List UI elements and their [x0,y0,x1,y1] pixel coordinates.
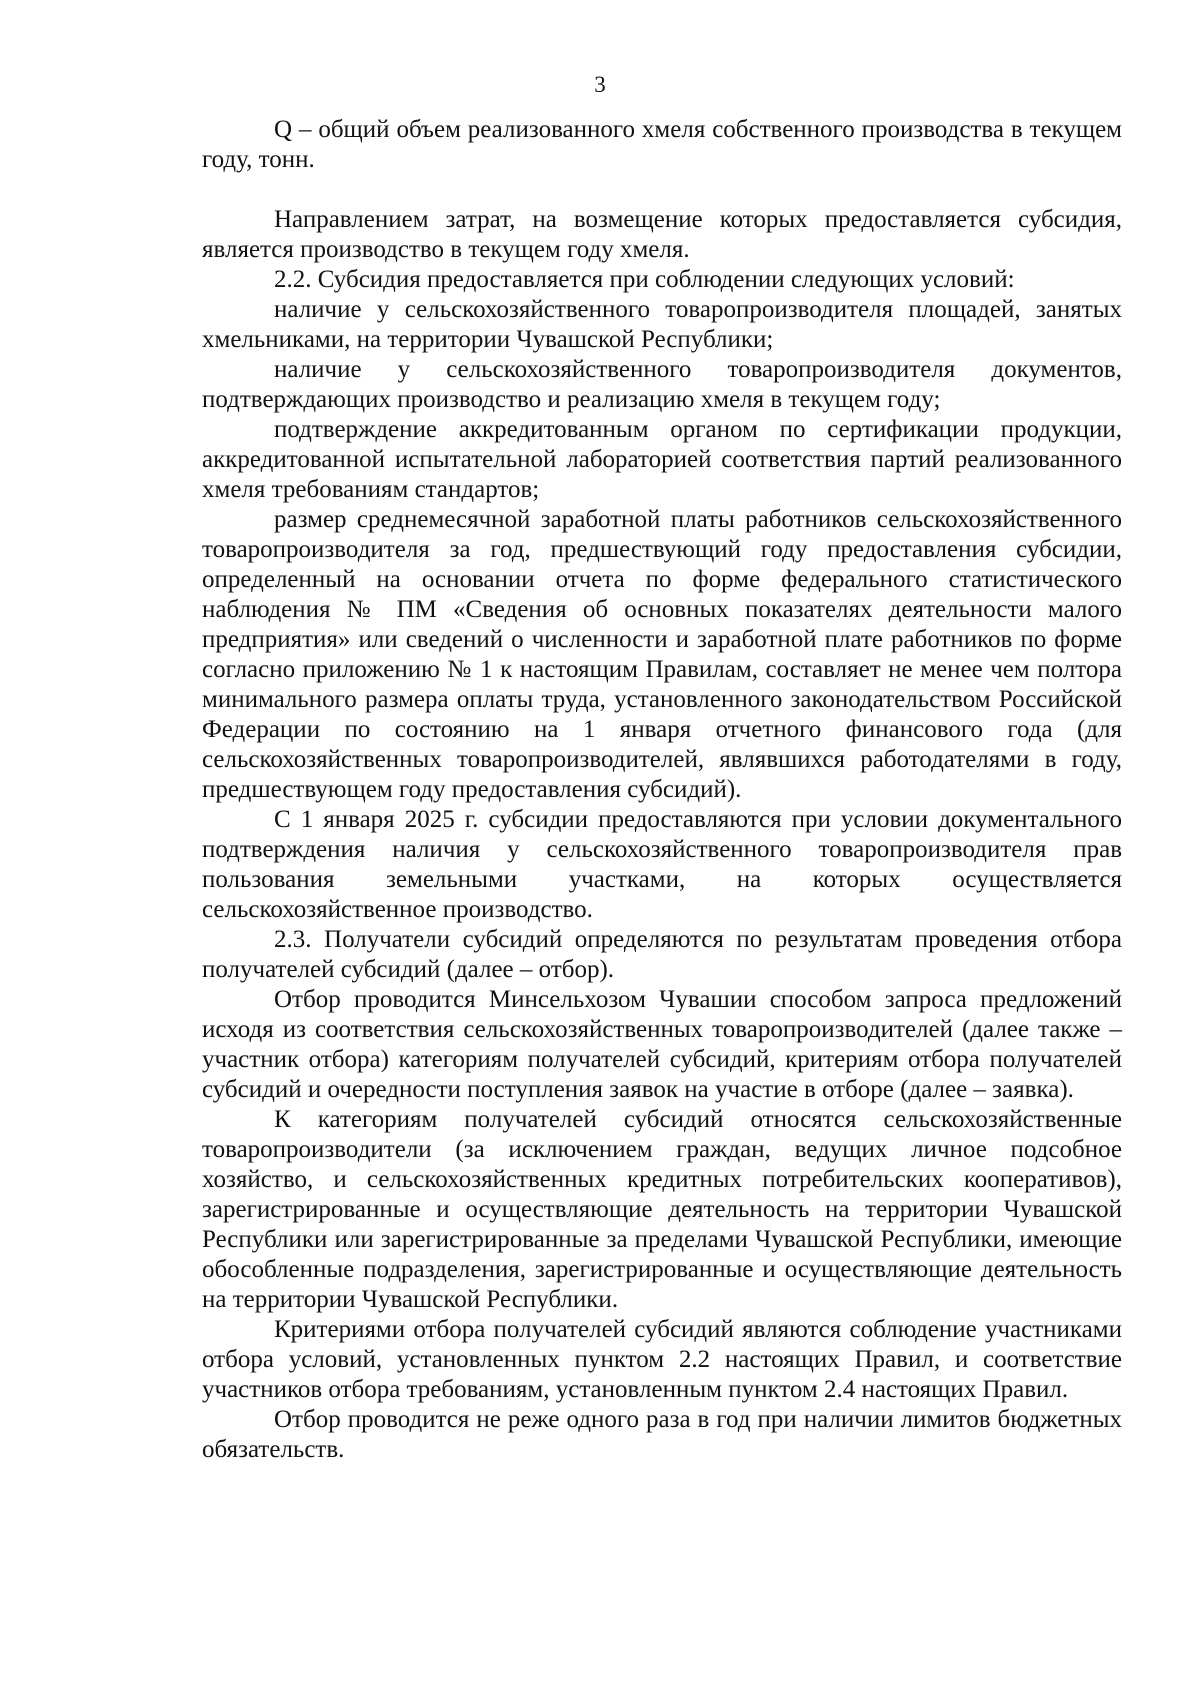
paragraph-section-2-3: 2.3. Получатели субсидий определяются по результатам проведения отбора получателей субсидий (далее – отбор). [202,926,1122,983]
paragraph-selection-criteria: Критериями отбора получателей субсидий являются соблюдение участниками отбора условий, установленных пунктом 2.2 настоящих Правил, и соответствие участников отбора требованиям, установленным пунктом 2.4 настоящих Правил. [202,1316,1122,1403]
page-number: 3 [594,72,606,97]
paragraph-land-rights: С 1 января 2025 г. субсидии предоставляются при условии документального подтверждения наличия у сельскохозяйственного товаропроизводителя прав пользования земельными участками, на которых осуществляется сельскохозяйственное производство. [202,806,1122,923]
paragraph-selection-frequency: Отбор проводится не реже одного раза в год при наличии лимитов бюджетных обязательств. [202,1406,1122,1463]
paragraph-condition-areas: наличие у сельскохозяйственного товаропроизводителя площадей, занятых хмельниками, на территории Чувашской Республики; [202,296,1122,353]
paragraph-q-definition: Q – общий объем реализованного хмеля собственного производства в текущем году, тонн. [202,116,1122,173]
paragraph-condition-documents: наличие у сельскохозяйственного товаропроизводителя документов, подтверждающих производство и реализацию хмеля в текущем году; [202,356,1122,413]
paragraph-selection-method: Отбор проводится Минсельхозом Чувашии способом запроса предложений исходя из соответствия сельскохозяйственных товаропроизводителей (далее также – участник отбора) категориям получателей субсидий, критериям отбора получателей субсидий и очередности поступления заявок на участие в отборе (далее – заявка). [202,986,1122,1103]
paragraph-cost-direction: Направлением затрат, на возмещение которых предоставляется субсидия, является производство в текущем году хмеля. [202,206,1122,263]
paragraph-condition-salary: размер среднемесячной заработной платы работников сельскохозяйственного товаропроизводителя за год, предшествующий году предоставления субсидии, определенный на основании отчета по форме федерального статистического наблюдения № ПМ «Сведения об основных показателях деятельности малого предприятия» или сведений о численности и заработной плате работников по форме согласно приложению № 1 к настоящим Правилам, составляет не менее чем полтора минимального размера оплаты труда, установленного законодательством Российской Федерации по состоянию на 1 января отчетного финансового года (для сельскохозяйственных товаропроизводителей, являвшихся работодателями в году, предшествующем году предоставления субсидий). [202,506,1122,803]
document-body [202,115,1122,1465]
paragraph-section-2-2: 2.2. Субсидия предоставляется при соблюдении следующих условий: [274,266,1015,293]
paragraph-condition-certification: подтверждение аккредитованным органом по сертификации продукции, аккредитованной испытательной лабораторией соответствия партий реализованного хмеля требованиям стандартов; [202,416,1122,503]
paragraph-recipient-categories: К категориям получателей субсидий относятся сельскохозяйственные товаропроизводители (за исключением граждан, ведущих личное подсобное хозяйство, и сельскохозяйственных кредитных потребительских кооперативов), зарегистрированные и осуществляющие деятельность на территории Чувашской Республики или зарегистрированные за пределами Чувашской Республики, имеющие обособленные подразделения, зарегистрированные и осуществляющие деятельность на территории Чувашской Республики. [202,1106,1122,1313]
